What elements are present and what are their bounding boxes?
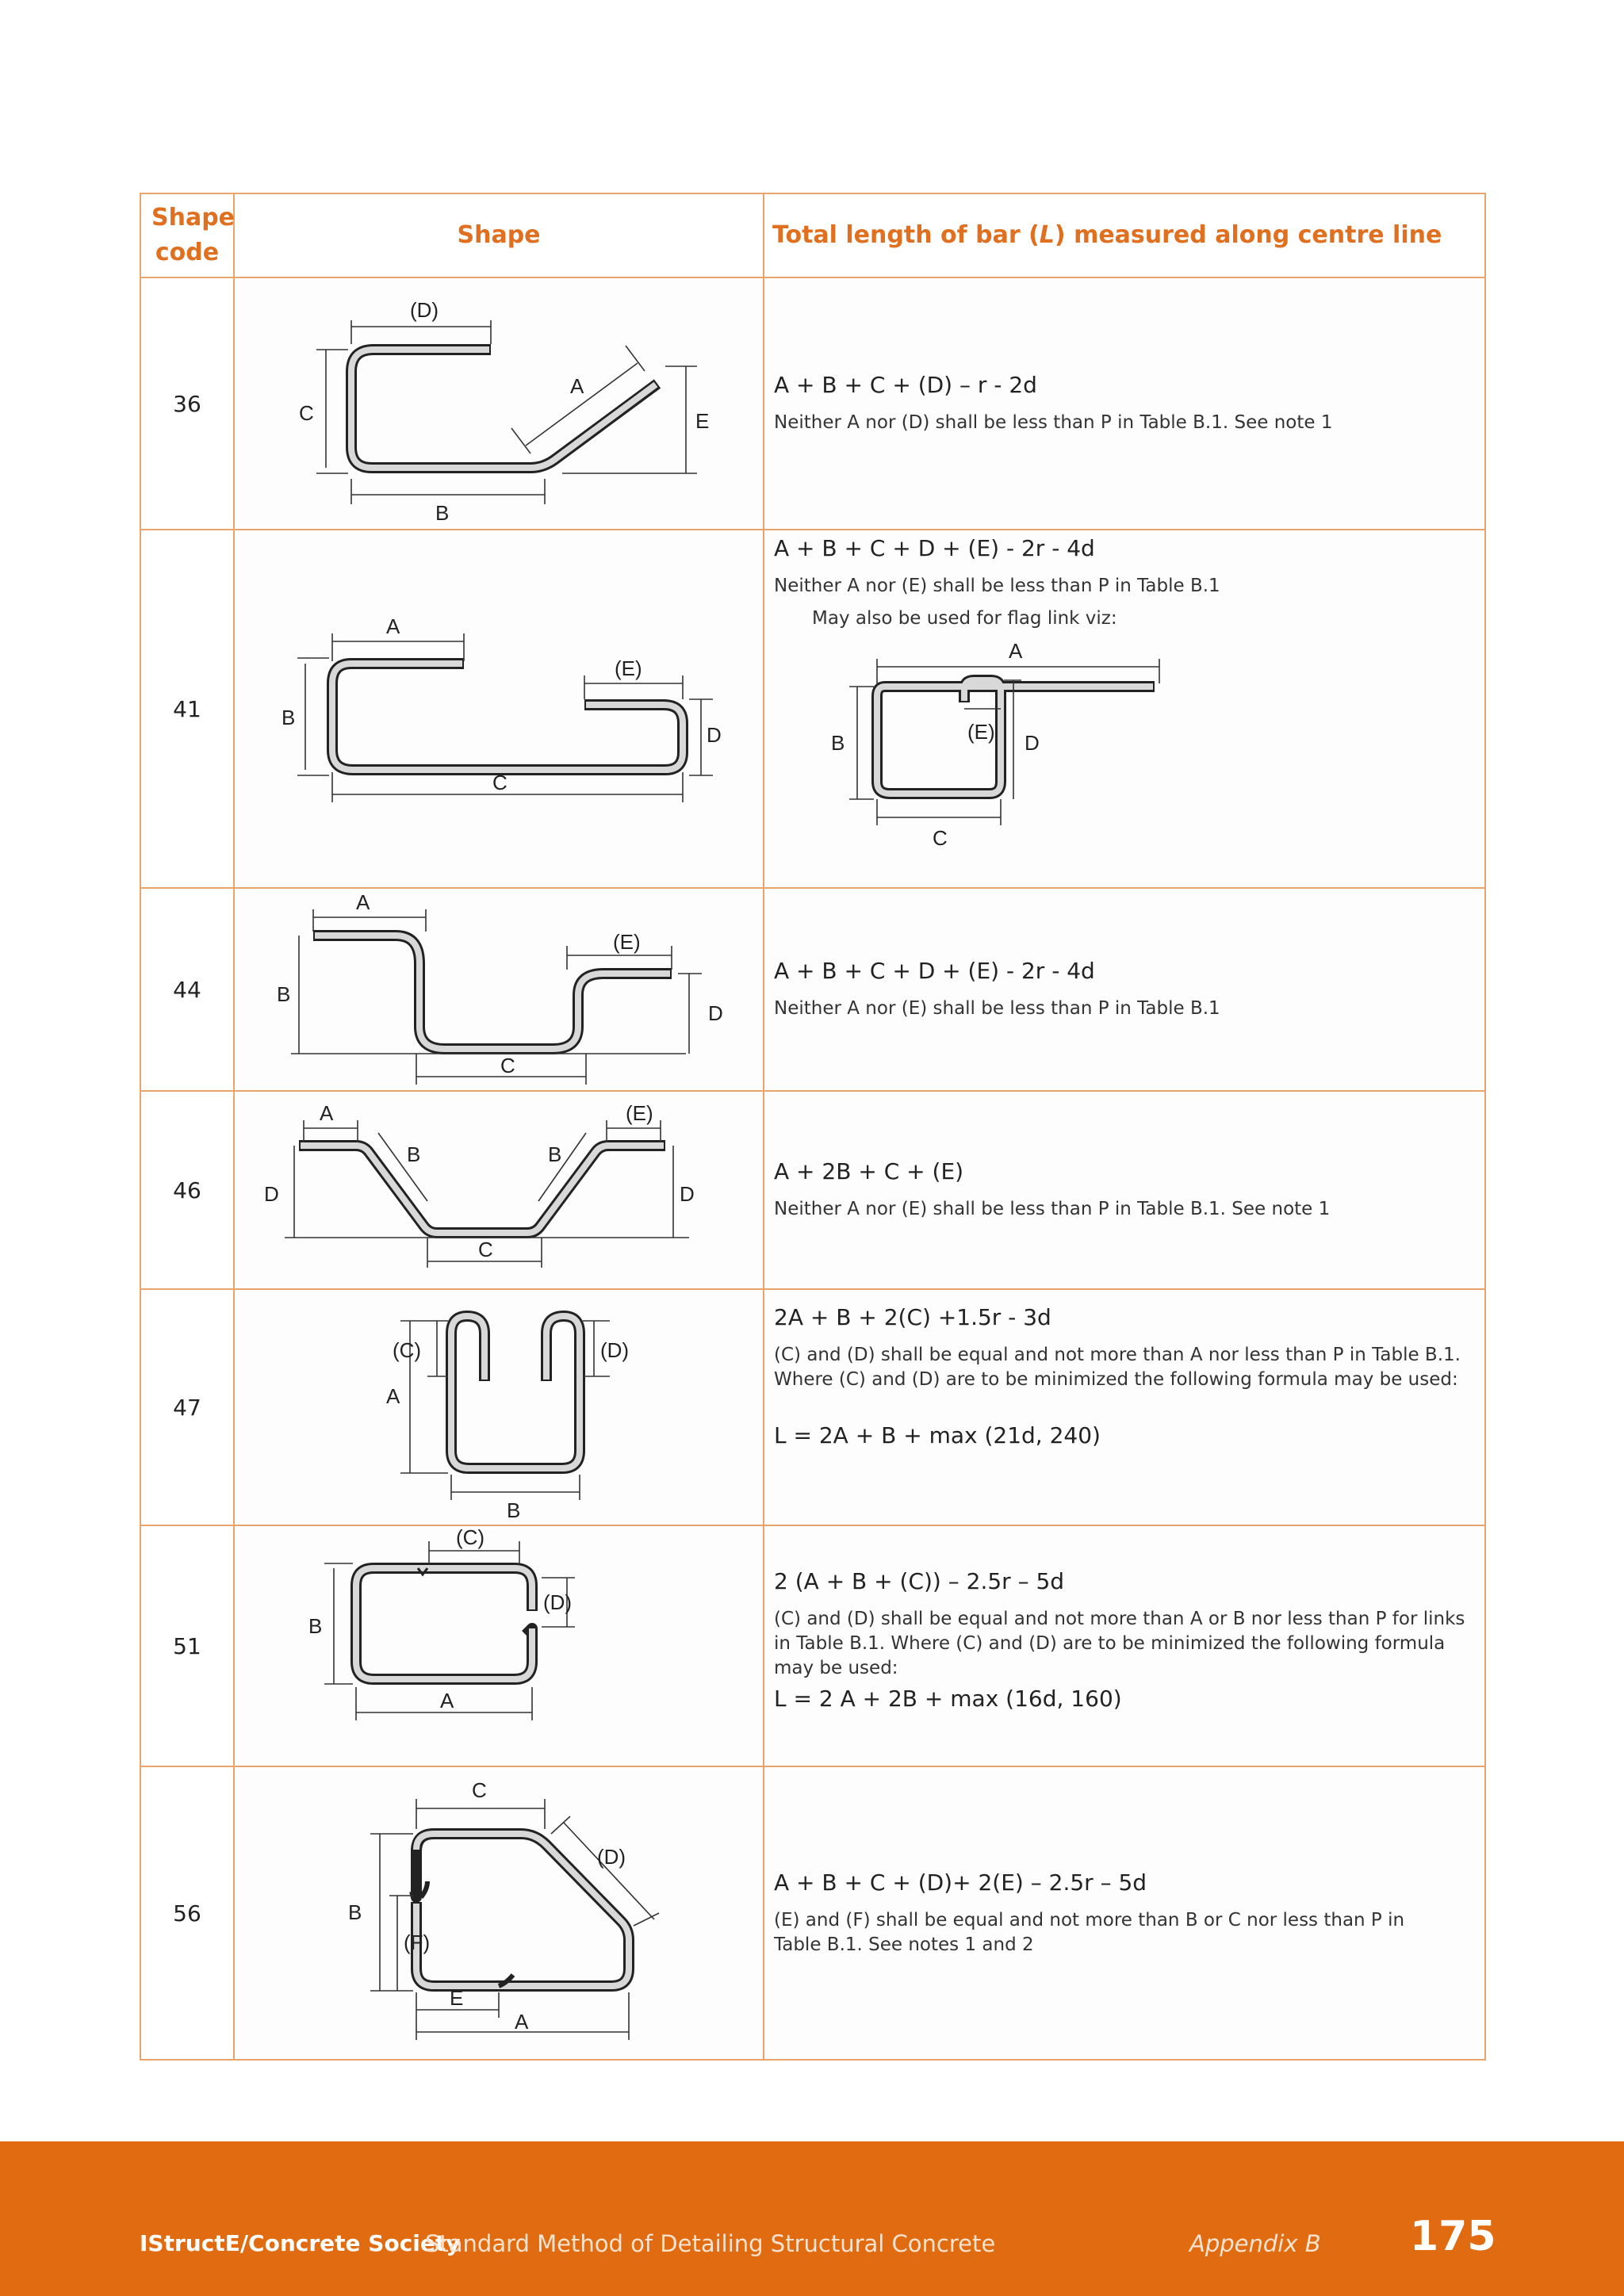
shape-code: 44 [140,888,234,1091]
dim-label-D: D [707,723,722,747]
shape-code: 56 [140,1766,234,2060]
dim-label-B: B [282,706,296,729]
shape-code: 46 [140,1091,234,1289]
shape-44-drawing [237,890,760,1089]
header-total-length: Total length of bar (L) measured along centre line [764,193,1485,277]
dim-label-C: C [492,771,508,794]
flag-link-drawing [806,631,1250,869]
flag-dim-label-C: C [933,826,948,850]
shape-code: 47 [140,1289,234,1525]
dim-label-F: (F) [404,1931,431,1954]
header-shape: Shape [234,193,764,277]
formula-note: Neither A nor (E) shall be less than P in Table B.1 [774,998,1220,1019]
shape-diagram-36 [234,277,764,530]
shape-diagram-44 [234,888,764,1091]
table-row [140,1766,1485,2060]
dim-label-B: B [308,1614,323,1638]
formula-cell-47 [764,1289,1485,1525]
length-formula-min: L = 2 A + 2B + max (16d, 160) [774,1685,1122,1712]
dim-label-B: B [507,1498,521,1522]
length-formula: A + B + C + D + (E) - 2r - 4d [774,958,1095,984]
formula-cell-56 [764,1766,1485,2060]
shape-36-drawing [237,281,760,526]
formula-note: Neither A nor (E) shall be less than P in Table B.1 [774,576,1220,596]
dim-label-B-left: B [407,1142,421,1166]
formula-cell-51 [764,1525,1485,1766]
length-formula: A + B + C + (D)+ 2(E) – 2.5r – 5d [774,1869,1147,1896]
table-row [140,277,1485,530]
dim-label-B: B [435,501,450,525]
length-formula: 2 (A + B + (C)) – 2.5r – 5d [774,1567,1065,1594]
flag-dim-label-A: A [1009,639,1023,663]
dim-label-C: (C) [393,1338,422,1362]
dim-label-D: (D) [543,1590,573,1614]
dim-label-C: (C) [456,1529,485,1549]
dim-label-D: (D) [410,298,439,322]
flag-dim-label-B: B [831,731,845,755]
dim-label-D-left: D [264,1182,279,1206]
dim-label-A: A [320,1101,334,1125]
flag-dim-label-E: (E) [967,720,995,744]
formula-note: (C) and (D) shall be equal and not more than A or B nor less than P for links [774,1608,1465,1629]
dim-label-C: C [478,1238,493,1261]
dim-label-A: A [386,1384,400,1408]
shape-46-drawing [237,1093,760,1287]
formula-note: (C) and (D) shall be equal and not more than A nor less than P in Table B.1. [774,1345,1461,1365]
dim-label-E: (E) [613,930,641,954]
formula-cell-46 [764,1091,1485,1289]
formula-cell-36 [764,277,1485,530]
dim-label-D: D [708,1001,723,1025]
dim-label-E: (E) [615,656,642,680]
shape-47-drawing [237,1292,760,1522]
shape-diagram-56 [234,1766,764,2060]
shape-diagram-41 [234,530,764,888]
dim-label-A: A [515,2010,529,2034]
table-row [140,1525,1485,1766]
table-header-row [140,193,1485,277]
dim-label-A: A [440,1689,454,1712]
shape-56-drawing [237,1770,760,2056]
length-formula-min: L = 2A + B + max (21d, 240) [774,1422,1101,1448]
appendix-label: Appendix B [1189,2230,1321,2257]
shape-51-drawing [237,1529,760,1763]
dim-label-C: C [472,1778,487,1802]
dim-label-B: B [348,1900,362,1924]
page-footer [0,2141,1624,2296]
bending-schedule-table [140,193,1486,2061]
shape-diagram-51 [234,1525,764,1766]
table-row [140,1091,1485,1289]
header-shape-code: Shape code [140,193,234,277]
formula-cell-41 [764,530,1485,888]
table-row [140,888,1485,1091]
table-row [140,530,1485,888]
shape-code: 41 [140,530,234,888]
length-formula: A + B + C + (D) – r - 2d [774,372,1037,398]
formula-note: in Table B.1. Where (C) and (D) are to be minimized the following formula [774,1632,1446,1654]
length-formula: 2A + B + 2(C) +1.5r - 3d [774,1304,1051,1330]
dim-label-C: C [500,1054,515,1077]
publisher-name: IStructE/Concrete Society [140,2230,461,2256]
formula-note: (E) and (F) shall be equal and not more than B or C nor less than P in [774,1909,1405,1931]
formula-note: Neither A nor (D) shall be less than P in Table B.1. See note 1 [774,412,1333,433]
dim-label-D: (D) [597,1845,626,1869]
dim-label-A: A [570,374,584,398]
flag-link-note: May also be used for flag link viz: [812,608,1117,629]
shape-diagram-46 [234,1091,764,1289]
dim-label-A: A [386,614,400,638]
formula-note: Neither A nor (E) shall be less than P in Table B.1. See note 1 [774,1199,1331,1219]
formula-note: Table B.1. See notes 1 and 2 [774,1934,1034,1955]
formula-cell-44 [764,888,1485,1091]
page-number: 175 [1410,2213,1496,2260]
shape-41-drawing [237,534,760,883]
dim-label-B: B [277,982,291,1006]
dim-label-D-right: D [680,1182,695,1206]
formula-note: may be used: [774,1657,898,1678]
dim-label-E: (E) [626,1101,653,1125]
flag-dim-label-D: D [1025,731,1040,755]
dim-label-E: E [450,1986,464,2010]
dim-label-B-right: B [548,1142,562,1166]
table-row [140,1289,1485,1525]
length-formula: A + 2B + C + (E) [774,1158,964,1184]
dim-label-C: C [299,401,314,425]
dim-label-E: E [695,409,710,433]
formula-note: Where (C) and (D) are to be minimized the following formula may be used: [774,1369,1458,1390]
dim-label-D: (D) [600,1338,630,1362]
length-formula: A + B + C + D + (E) - 2r - 4d [774,535,1095,561]
publication-title: Standard Method of Detailing Structural Concrete [425,2230,996,2257]
shape-diagram-47 [234,1289,764,1525]
shape-code: 36 [140,277,234,530]
shape-code: 51 [140,1525,234,1766]
dim-label-A: A [356,890,370,914]
